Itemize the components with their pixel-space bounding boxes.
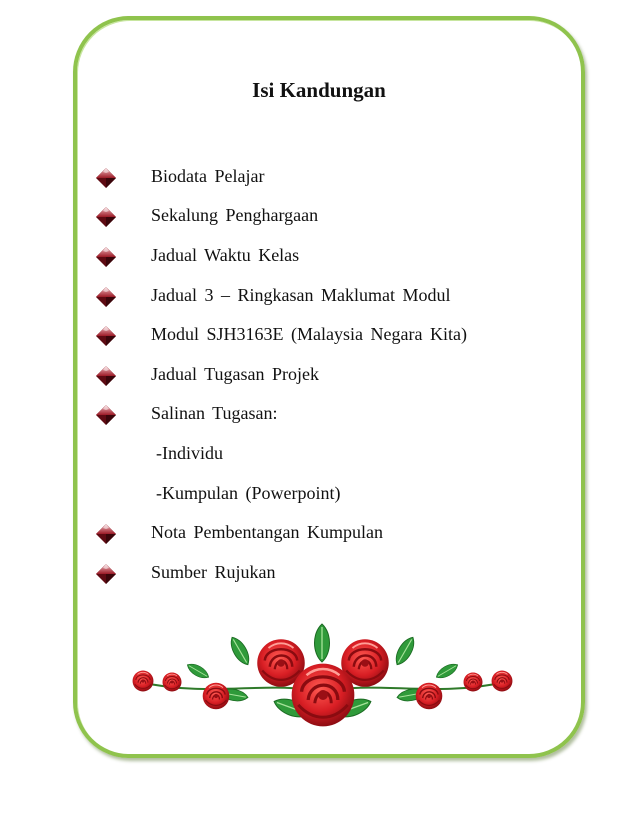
diamond-bullet-icon	[95, 167, 117, 189]
diamond-bullet-icon	[95, 206, 117, 228]
diamond-bullet-icon	[95, 563, 117, 585]
rose-garland-icon	[130, 620, 515, 732]
page-title: Isi Kandungan	[252, 78, 386, 102]
diamond-bullet-icon	[95, 404, 117, 426]
diamond-bullet-icon	[95, 286, 117, 308]
diamond-bullet-icon	[95, 246, 117, 268]
diamond-bullet-icon	[95, 325, 117, 347]
diamond-bullet-icon	[95, 523, 117, 545]
diamond-bullet-icon	[95, 365, 117, 387]
